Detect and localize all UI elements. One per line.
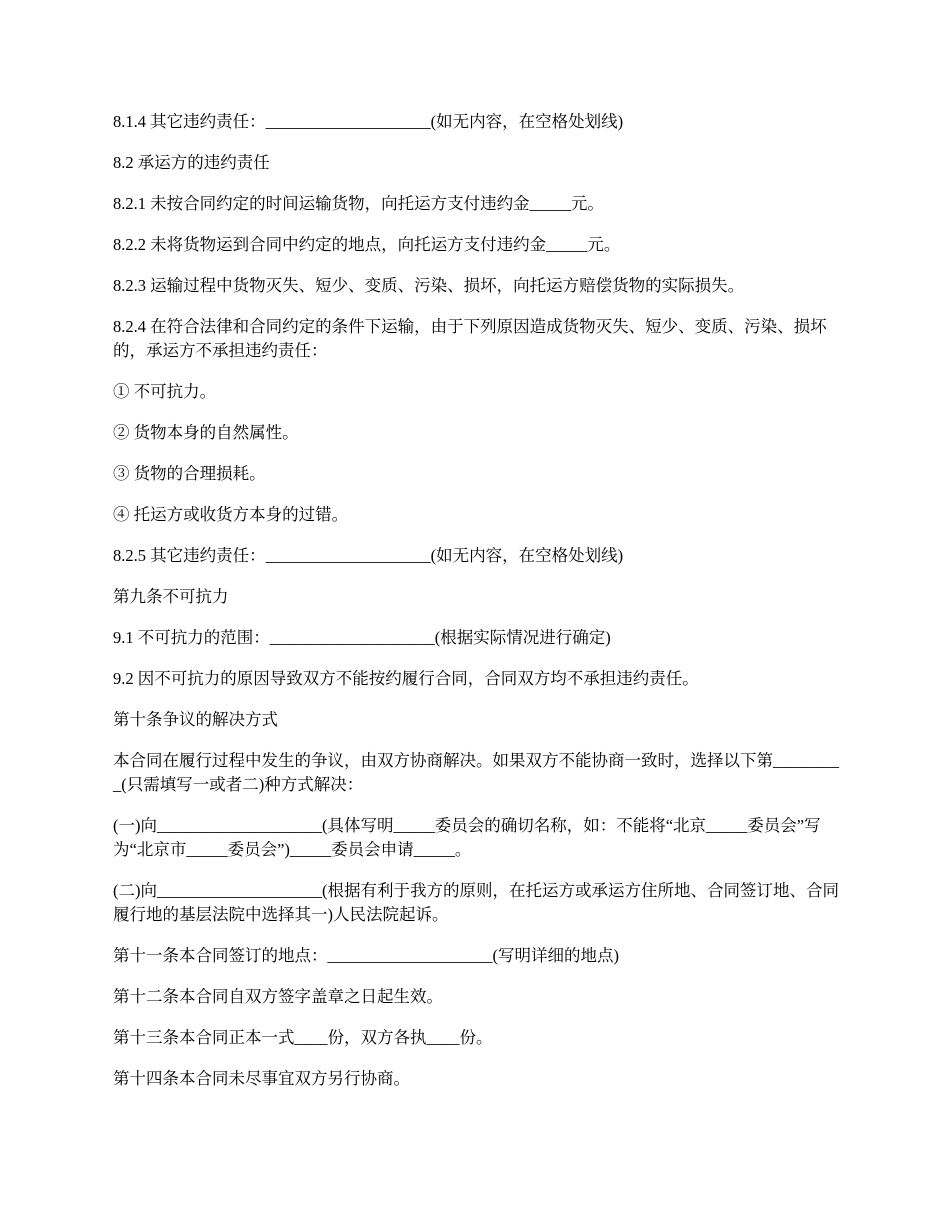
exemption-item-2: ② 货物本身的自然属性。	[113, 423, 299, 442]
clause-8-2-5: 8.2.5 其它违约责任：____________________(如无内容，在空格处划线)	[113, 546, 624, 565]
article-11: 第十一条本合同签订的地点：____________________(写明详细的地点)	[113, 946, 619, 965]
article-12: 第十二条本合同自双方签字盖章之日起生效。	[113, 987, 443, 1006]
article-14: 第十四条本合同未尽事宜双方另行协商。	[113, 1069, 410, 1088]
clause-8-2-4: 8.2.4 在符合法律和合同约定的条件下运输，由于下列原因造成货物灭失、短少、变质、污染、损坏的，承运方不承担违约责任：	[113, 317, 827, 360]
article-13: 第十三条本合同正本一式____份，双方各执____份。	[113, 1028, 493, 1047]
dispute-option-2: (二)向____________________(根据有利于我方的原则，在托运方或承运方住所地、合同签订地、合同履行地的基层法院中选择其一)人民法院起诉。	[113, 881, 839, 924]
clause-9-1: 9.1 不可抗力的范围：____________________(根据实际情况进行确定)	[113, 628, 611, 647]
clause-8-2-3: 8.2.3 运输过程中货物灭失、短少、变质、污染、损坏，向托运方赔偿货物的实际损失。	[113, 276, 745, 295]
document-body	[113, 110, 843, 1108]
clause-8-1-4: 8.1.4 其它违约责任：____________________(如无内容，在空格处划线)	[113, 112, 624, 131]
dispute-resolution-intro: 本合同在履行过程中发生的争议，由双方协商解决。如果双方不能协商一致时，选择以下第_________(只需填写一或者二)种方式解决：	[113, 751, 839, 794]
clause-8-2-heading: 8.2 承运方的违约责任	[113, 153, 270, 172]
dispute-option-1: (一)向____________________(具体写明_____委员会的确切名称，如：不能将“北京_____委员会”写为“北京市_____委员会”)_____委员会申请_____。	[113, 816, 821, 859]
clause-8-2-2: 8.2.2 未将货物运到合同中约定的地点，向托运方支付违约金_____元。	[113, 235, 621, 254]
article-9-heading: 第九条不可抗力	[113, 587, 229, 606]
clause-9-2: 9.2 因不可抗力的原因导致双方不能按约履行合同，合同双方均不承担违约责任。	[113, 669, 699, 688]
clause-8-2-1: 8.2.1 未按合同约定的时间运输货物，向托运方支付违约金_____元。	[113, 194, 604, 213]
article-10-heading: 第十条争议的解决方式	[113, 710, 278, 729]
exemption-item-1: ① 不可抗力。	[113, 382, 217, 401]
exemption-item-4: ④ 托运方或收货方本身的过错。	[113, 505, 349, 524]
exemption-item-3: ③ 货物的合理损耗。	[113, 464, 266, 483]
